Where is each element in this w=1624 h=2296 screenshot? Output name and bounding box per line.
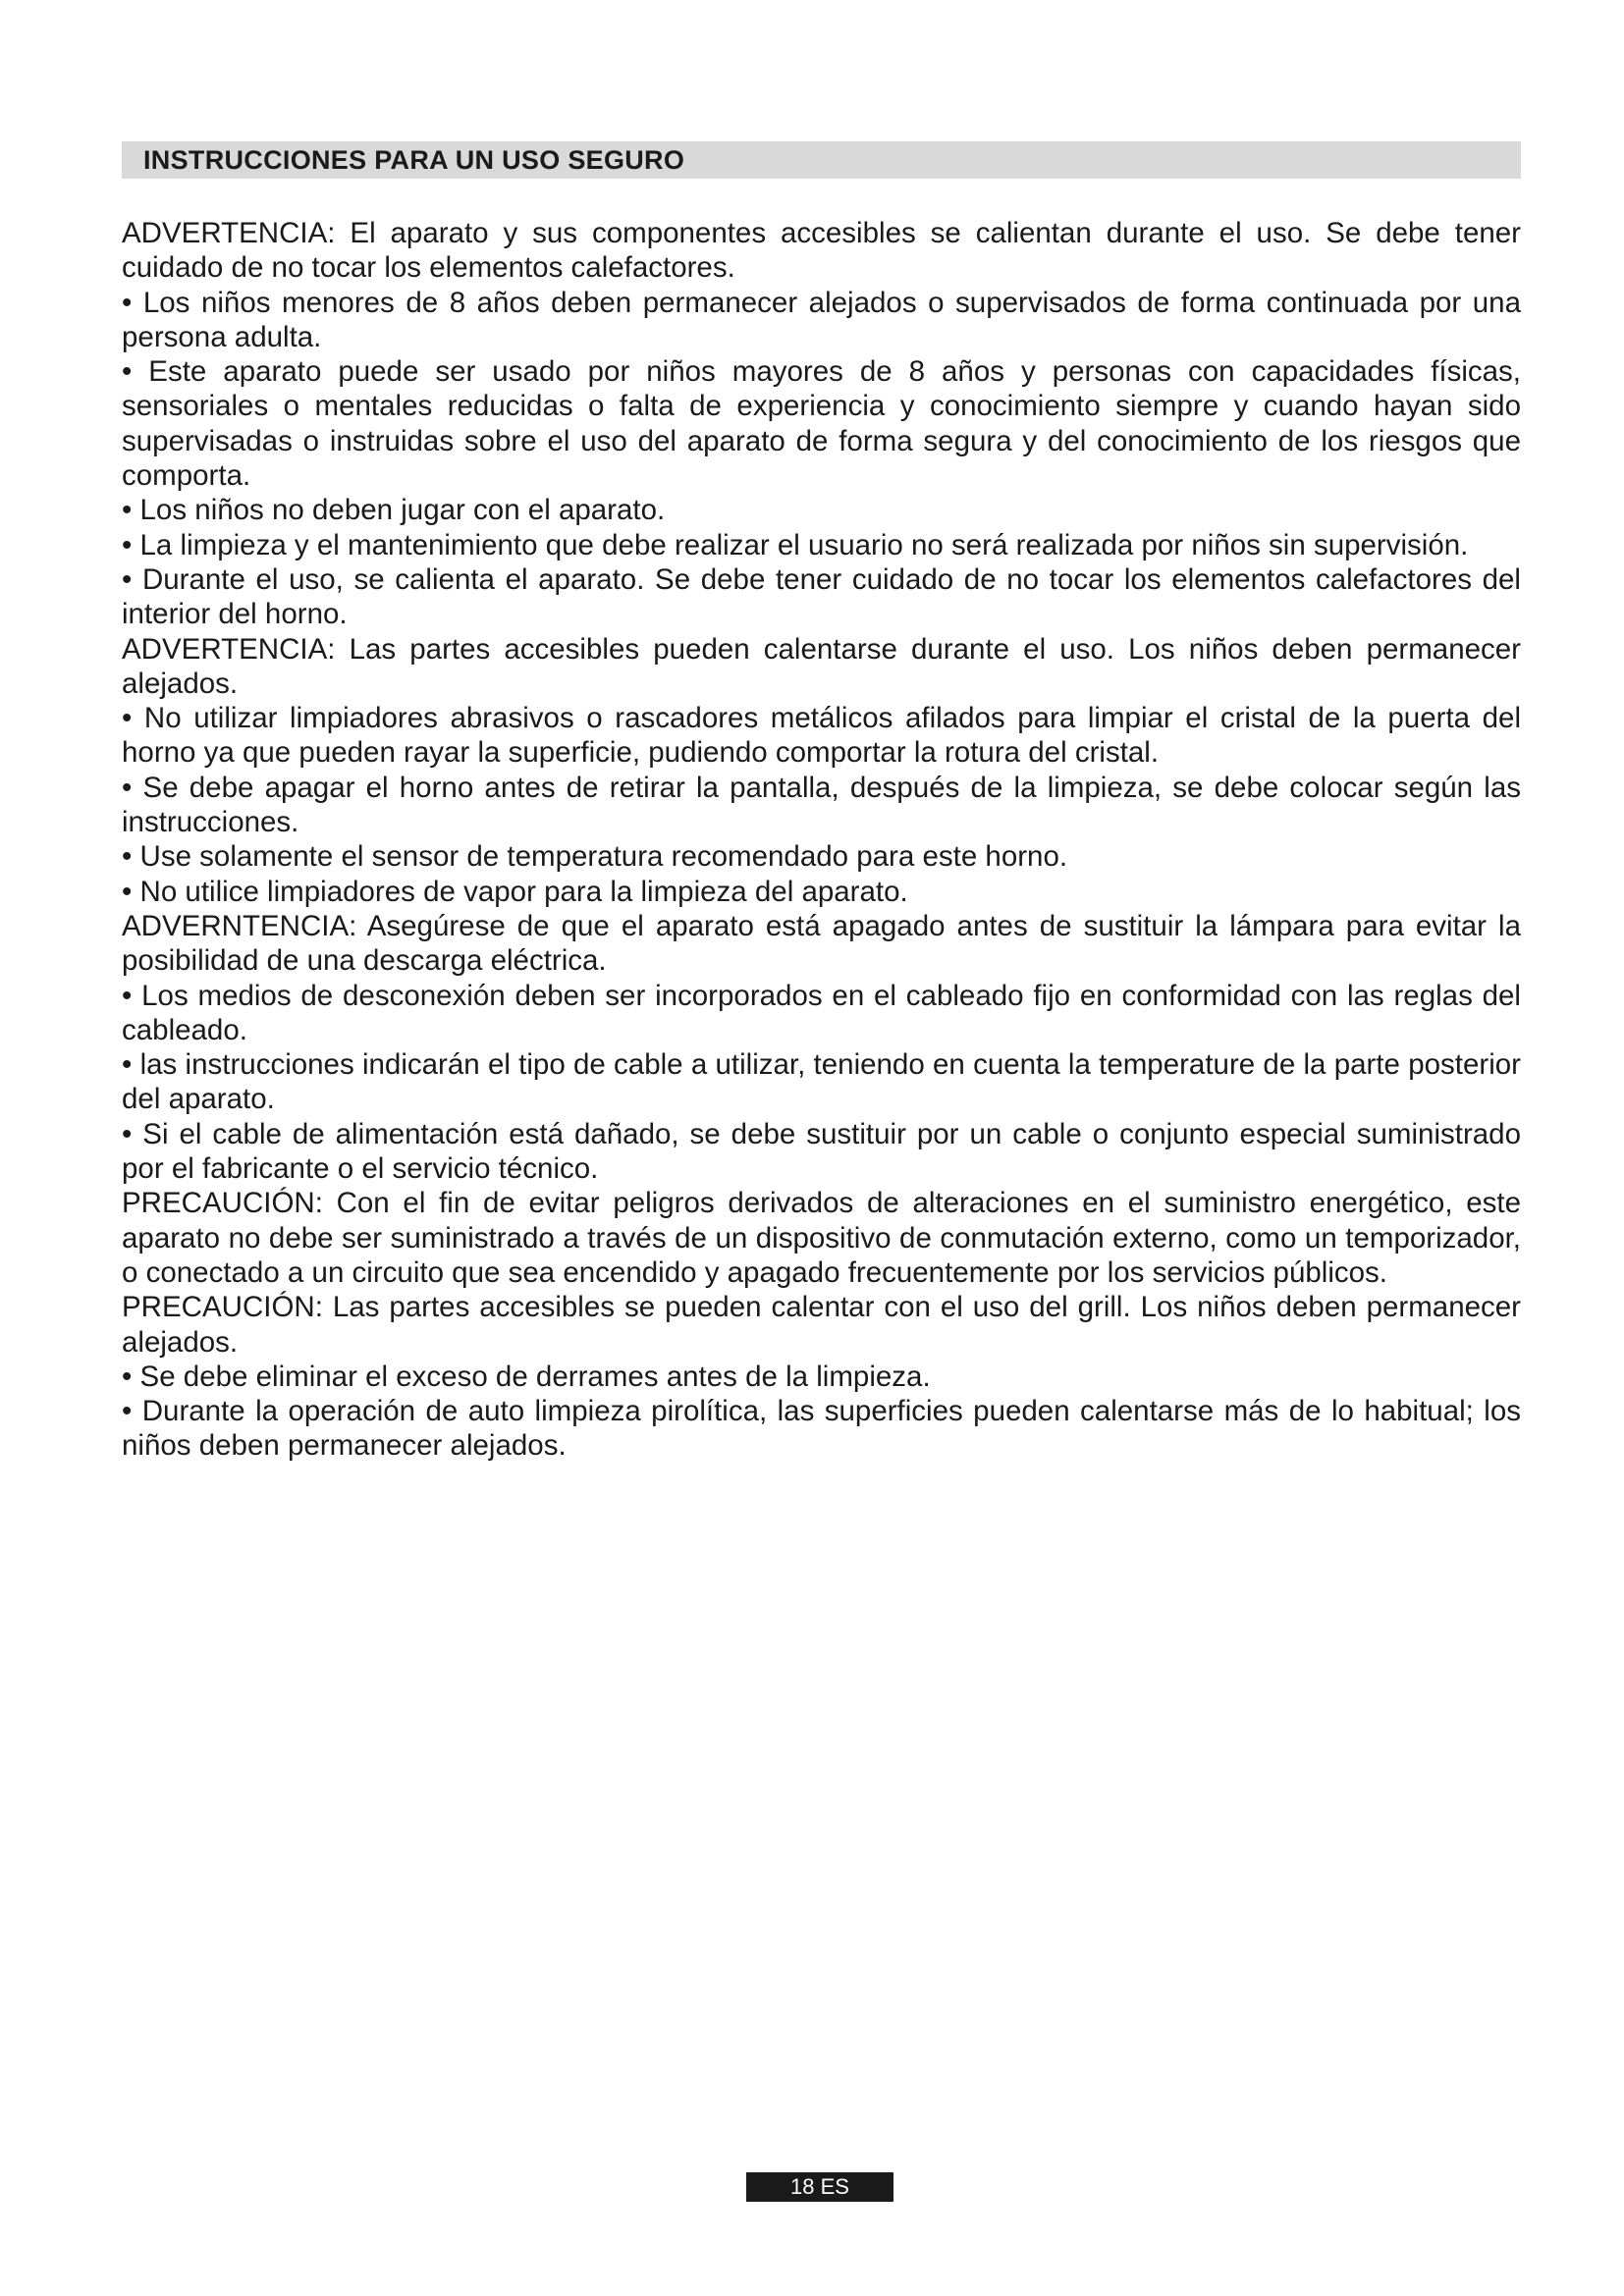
caution-paragraph: PRECAUCIÓN: Las partes accesibles se pueden calentar con el uso del grill. Los niños deben permanecer alejados. [122, 1291, 1521, 1359]
instruction-item: • Se debe apagar el horno antes de retirar la pantalla, después de la limpieza, se debe colocar según las instrucciones. [122, 771, 1521, 839]
warning-paragraph: ADVERTENCIA: El aparato y sus componentes accesibles se calientan durante el uso. Se debe tener cuidado de no tocar los elementos calefactores. [122, 217, 1521, 285]
warning-paragraph: ADVERNTENCIA: Asegúrese de que el aparato está apagado antes de sustituir la lámpara para evitar la posibilidad de una descarga eléctrica. [122, 909, 1521, 978]
instruction-item: • La limpieza y el mantenimiento que debe realizar el usuario no será realizada por niños sin supervisión. [122, 528, 1469, 561]
instruction-item: • Si el cable de alimentación está dañado, se debe sustituir por un cable o conjunto especial suministrado por el fabricante o el servicio técnico. [122, 1117, 1521, 1186]
instruction-item: • Los medios de desconexión deben ser incorporados en el cableado fijo en conformidad con las reglas del cableado. [122, 979, 1521, 1046]
instruction-item: • Los niños menores de 8 años deben permanecer alejados o supervisados de forma continuada por una persona adulta. [122, 286, 1521, 353]
instruction-item: • No utilice limpiadores de vapor para la limpieza del aparato. [122, 875, 908, 908]
section-title: INSTRUCCIONES PARA UN USO SEGURO [143, 145, 685, 175]
instruction-item: • No utilizar limpiadores abrasivos o rascadores metálicos afilados para limpiar el cristal de la puerta del horno ya que pueden rayar la superficie, pudiendo comportar la rotura del cristal. [122, 702, 1521, 770]
page-number-badge: 18 ES [746, 2172, 893, 2202]
instruction-item: • las instrucciones indicarán el tipo de cable a utilizar, teniendo en cuenta la temperature de la parte posterior del aparato. [122, 1048, 1521, 1116]
instructions-body [122, 216, 1521, 1464]
section-header-bar [122, 141, 1521, 179]
instruction-item: • Este aparato puede ser usado por niños mayores de 8 años y personas con capacidades físicas, sensoriales o mentales reducidas o falta de experiencia y conocimiento siempre y cuando hayan sido supervisadas o instruidas sobre el uso del aparato de forma segura y del conocimiento de los riesgos que comporta. [122, 355, 1521, 493]
instruction-item: • Durante la operación de auto limpieza pirolítica, las superficies pueden calentarse más de lo habitual; los niños deben permanecer alejados. [122, 1395, 1521, 1463]
caution-paragraph: PRECAUCIÓN: Con el fin de evitar peligros derivados de alteraciones en el suministro energético, este aparato no debe ser suministrado a través de un dispositivo de conmutación externo, como un temporizador, o conectado a un circuito que sea encendido y apagado frecuentemente por los servicios públicos. [122, 1187, 1521, 1289]
instruction-item: • Se debe eliminar el exceso de derrames antes de la limpieza. [122, 1360, 931, 1393]
warning-paragraph: ADVERTENCIA: Las partes accesibles pueden calentarse durante el uso. Los niños deben permanecer alejados. [122, 632, 1521, 700]
instruction-item: • Durante el uso, se calienta el aparato. Se debe tener cuidado de no tocar los elementos calefactores del interior del horno. [122, 562, 1521, 631]
instruction-item: • Los niños no deben jugar con el aparato. [122, 494, 666, 527]
instruction-item: • Use solamente el sensor de temperatura recomendado para este horno. [122, 840, 1068, 874]
